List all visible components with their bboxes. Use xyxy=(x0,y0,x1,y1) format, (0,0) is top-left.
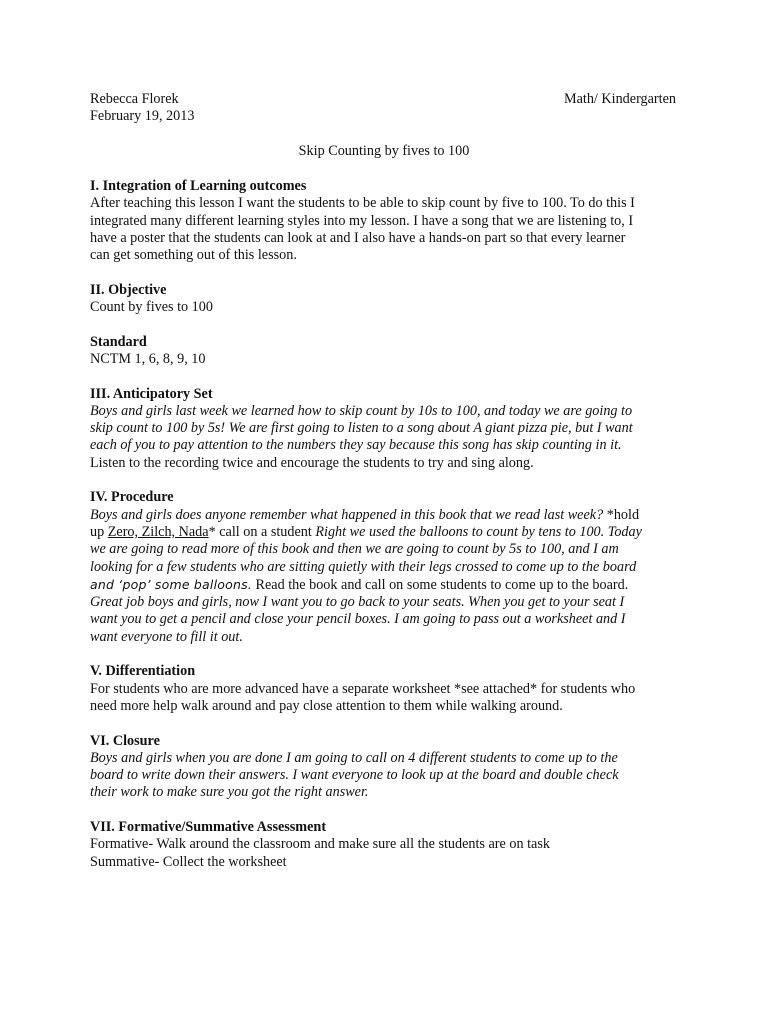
teacher-script-line: each of you to pay attention to the numbers they say because this song has skip counting in it. xyxy=(90,437,622,454)
section-anticipatory-set xyxy=(90,386,690,472)
paragraph-line: For students who are more advanced have a separate worksheet *see attached* for students who xyxy=(90,680,636,697)
handwritten-style-text: and ‘pop’ some balloons. xyxy=(90,576,252,592)
author-name: Rebecca Florek xyxy=(90,91,179,107)
paragraph-line: can get something out of this lesson. xyxy=(90,247,297,264)
teacher-script: Boys and girls does anyone remember what happened in this book that we read last week? xyxy=(90,506,604,523)
section-heading: I. Integration of Learning outcomes xyxy=(90,178,307,194)
section-closure xyxy=(90,733,690,802)
teacher-script: Right we used the balloons to count by tens to 100. Today xyxy=(315,523,642,540)
section-heading: IV. Procedure xyxy=(90,489,174,506)
teacher-script-line: Boys and girls when you are done I am going to call on 4 different students to come up to the xyxy=(90,749,618,766)
instruction-text: up xyxy=(90,523,108,540)
paragraph-line xyxy=(90,507,690,524)
paragraph-line: Summative- Collect the worksheet xyxy=(90,853,287,870)
section-heading: III. Anticipatory Set xyxy=(90,385,213,402)
instruction-text: Read the book and call on some students to come up to the board. xyxy=(251,576,629,593)
document-title: Skip Counting by fives to 100 xyxy=(298,143,470,159)
paragraph-line: After teaching this lesson I want the students to be able to skip count by five to 100. To do this I xyxy=(90,195,635,212)
paragraph-line: Count by fives to 100 xyxy=(90,299,213,316)
teacher-script-line: skip count to 100 by 5s! We are first going to listen to a song about A giant pizza pie, but I want xyxy=(90,420,633,437)
teacher-script-line: board to write down their answers. I want everyone to look up at the board and double check xyxy=(90,767,619,784)
paragraph-line: NCTM 1, 6, 8, 9, 10 xyxy=(90,350,206,367)
subject-label: Math/ Kindergarten xyxy=(563,91,676,107)
lesson-plan-body xyxy=(90,178,690,888)
teacher-script-line: want you to get a pencil and close your pencil boxes. I am going to pass out a worksheet and I xyxy=(90,611,626,628)
teacher-script-line: looking for a few students who are sitting quietly with their legs crossed to come up to the board xyxy=(90,558,637,575)
teacher-script-line: want everyone to fill it out. xyxy=(90,628,243,645)
section-heading: II. Objective xyxy=(90,281,167,298)
instruction-text: *hold xyxy=(603,506,640,523)
teacher-script-line: their work to make sure you got the right answer. xyxy=(90,784,369,801)
paragraph-line xyxy=(90,576,690,594)
section-objective xyxy=(90,282,690,317)
section-heading: V. Differentiation xyxy=(90,663,196,680)
paragraph-line: Formative- Walk around the classroom and make sure all the students are on task xyxy=(90,836,550,853)
section-heading: Standard xyxy=(90,333,147,350)
book-title: Zero, Zilch, Nada xyxy=(107,523,209,540)
paragraph-line: Listen to the recording twice and encourage the students to try and sing along. xyxy=(90,454,534,471)
paragraph-line xyxy=(90,524,690,541)
paragraph-line: have a poster that the students can look at and I also have a hands-on part so that every learner xyxy=(90,229,626,246)
paragraph-line: integrated many different learning styles into my lesson. I have a song that we are listening to, I xyxy=(90,212,634,229)
section-heading: VII. Formative/Summative Assessment xyxy=(90,818,327,835)
section-differentiation xyxy=(90,663,690,715)
section-procedure xyxy=(90,489,690,646)
teacher-script-line: Great job boys and girls, now I want you to go back to your seats. When you get to your seat I xyxy=(90,594,625,611)
section-assessment xyxy=(90,819,690,871)
section-standard xyxy=(90,334,690,369)
teacher-script-line: we are going to read more of this book and then we are going to count by 5s to 100, and I am xyxy=(90,541,619,558)
instruction-text: * call on a student xyxy=(208,523,316,540)
teacher-script-line: Boys and girls last week we learned how to skip count by 10s to 100, and today we are going to xyxy=(90,402,633,419)
lesson-date: February 19, 2013 xyxy=(90,108,195,124)
section-integration xyxy=(90,178,690,264)
paragraph-line: need more help walk around and pay close attention to them while walking around. xyxy=(90,697,563,714)
section-heading: VI. Closure xyxy=(90,732,160,749)
